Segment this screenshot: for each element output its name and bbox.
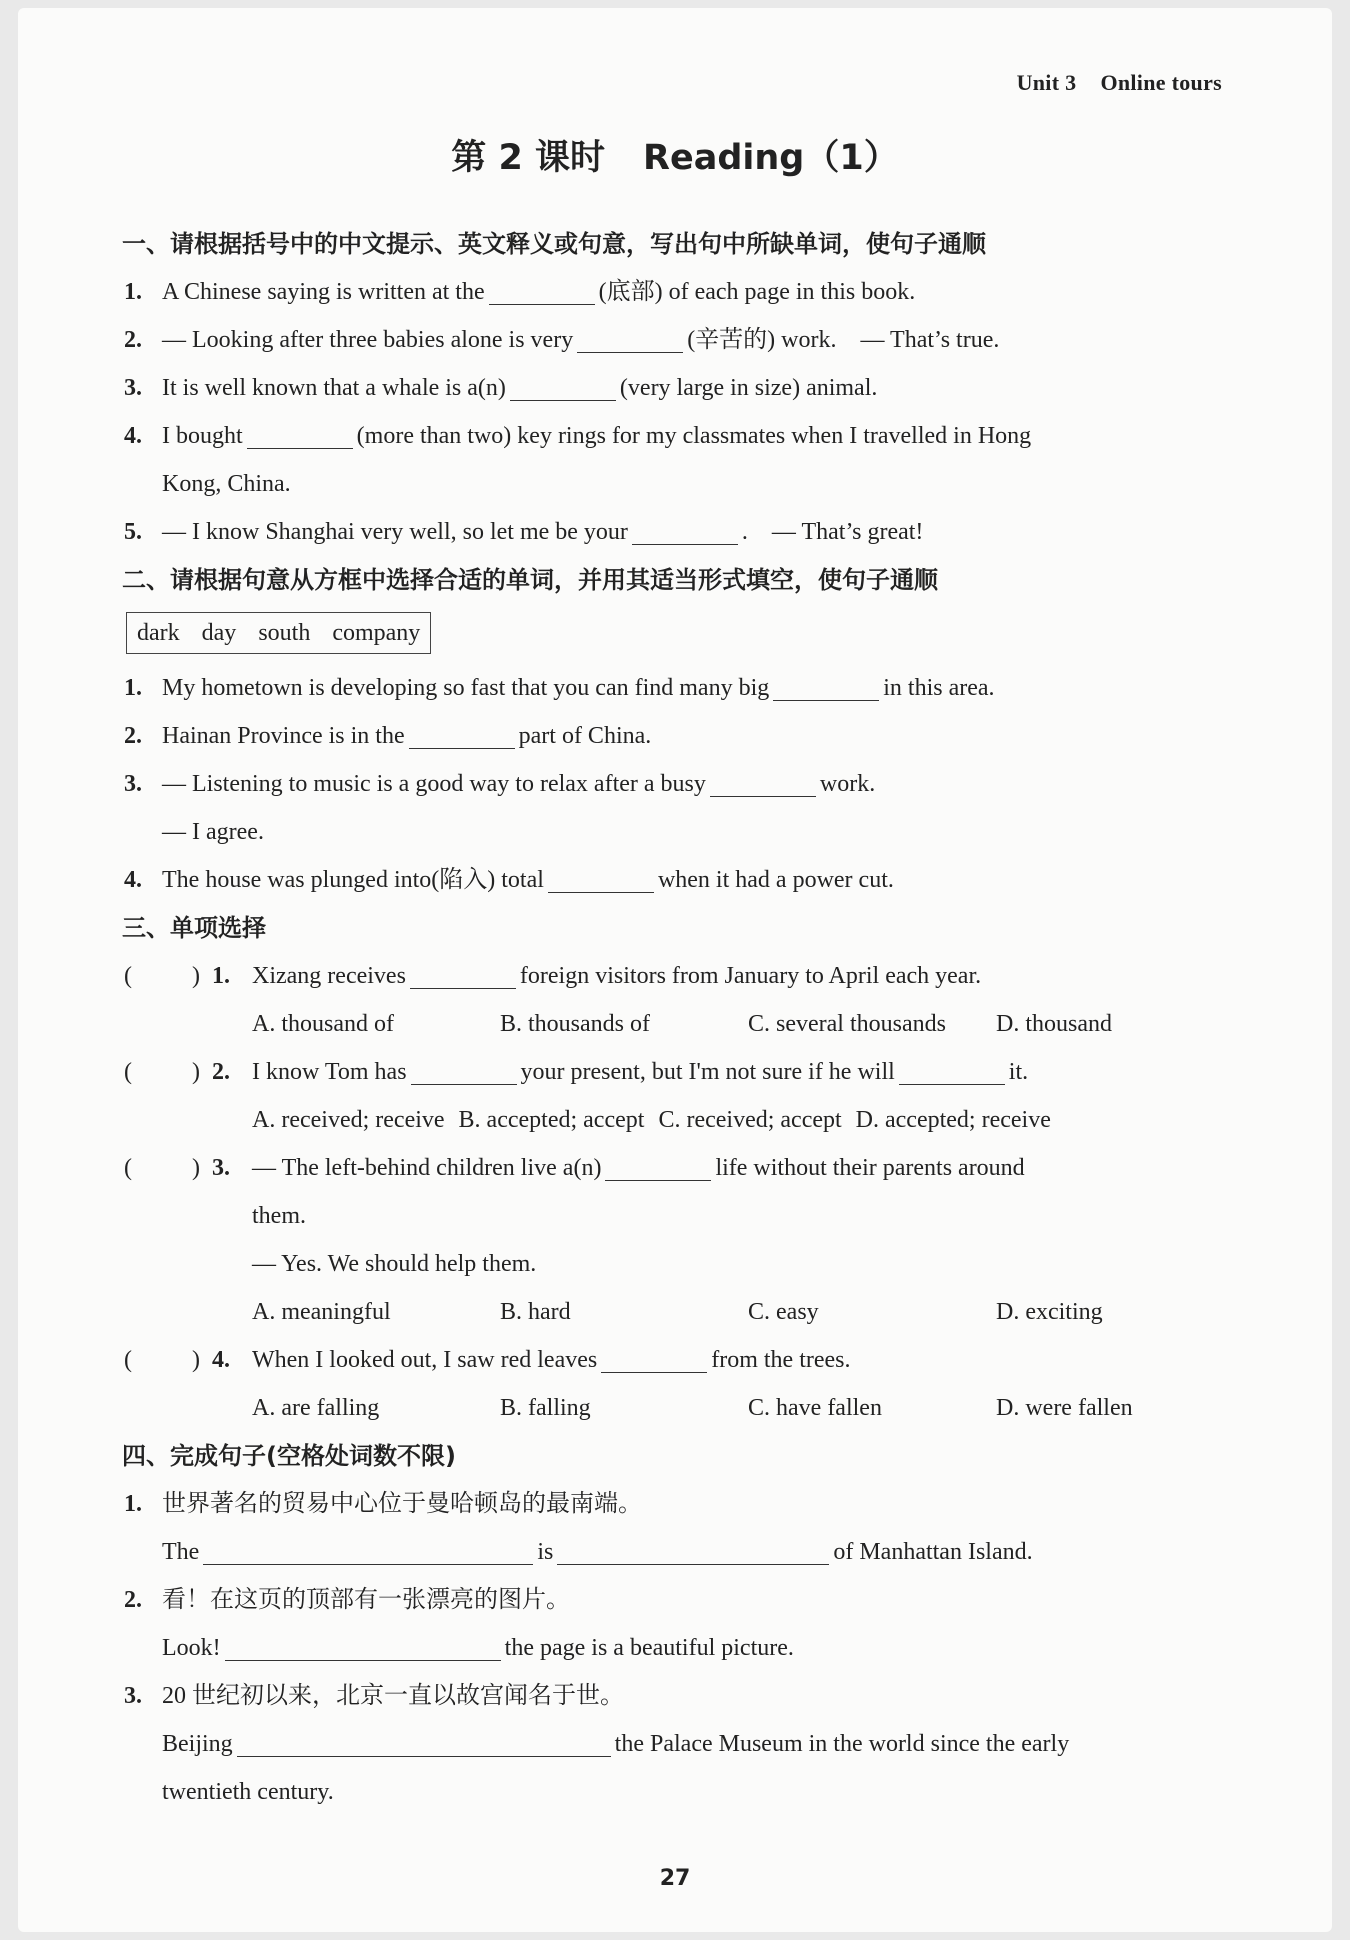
question-number: 4. (124, 867, 142, 893)
unit-topic: Online tours (1100, 70, 1222, 95)
s3-question-3 (124, 1144, 1254, 1192)
answer-blank[interactable] (710, 768, 816, 797)
page-number: 27 (659, 1866, 691, 1891)
question-number: 3. (212, 1155, 230, 1181)
question-number: 4. (124, 423, 142, 449)
s1-question-2 (124, 316, 1254, 364)
question-text: in this area. (883, 675, 995, 701)
question-text: Xizang receives (252, 963, 406, 989)
answer-blank[interactable] (773, 672, 879, 701)
option-b[interactable]: B. thousands of (500, 1011, 650, 1037)
question-number: 4. (212, 1347, 230, 1373)
worksheet-page (18, 8, 1332, 1932)
s1-question-3 (124, 364, 1254, 412)
option-a[interactable]: A. received; receive (252, 1107, 445, 1133)
answer-options (124, 1000, 1254, 1048)
section-3-heading: 三、单项选择 (122, 914, 266, 942)
question-text: from the trees. (711, 1347, 851, 1373)
answer-options (124, 1288, 1254, 1336)
answer-paren-close: ) (192, 963, 200, 989)
section-1-heading: 一、请根据括号中的中文提示、英文释义或句意，写出句中所缺单词，使句子通顺 (122, 230, 986, 258)
answer-blank[interactable] (632, 516, 738, 545)
option-c[interactable]: C. easy (748, 1299, 819, 1325)
answer-blank[interactable] (225, 1632, 501, 1661)
answer-options (124, 1384, 1254, 1432)
question-number: 2. (124, 723, 142, 749)
s1-question-4 (124, 412, 1254, 460)
chinese-prompt: 看！在这页的顶部有一张漂亮的图片。 (162, 1587, 570, 1613)
section-2-heading: 二、请根据句意从方框中选择合适的单词，并用其适当形式填空，使句子通顺 (122, 566, 938, 594)
s2-question-3 (124, 760, 1254, 808)
word-bank-item: day (201, 620, 237, 646)
option-a[interactable]: A. are falling (252, 1395, 380, 1421)
s3-question-2 (124, 1048, 1254, 1096)
question-number: 3. (124, 1683, 142, 1709)
sentence-text: the Palace Museum in the world since the early (614, 1731, 1070, 1757)
lesson-title (18, 130, 1332, 180)
question-text: work. (819, 771, 876, 797)
sentence-text: is (537, 1539, 554, 1565)
option-d[interactable]: D. accepted; receive (855, 1107, 1051, 1133)
sentence-line (124, 1528, 1254, 1576)
section-4-heading: 四、完成句子(空格处词数不限) (122, 1442, 456, 1470)
question-number: 1. (124, 675, 142, 701)
question-text: When I looked out, I saw red leaves (252, 1347, 598, 1373)
answer-paren-open[interactable]: ( (124, 1155, 132, 1181)
question-text: It is well known that a whale is a(n) (162, 375, 506, 401)
question-text: Hainan Province is in the (162, 723, 405, 749)
question-text: part of China. (518, 723, 652, 749)
sentence-text: Beijing (162, 1731, 233, 1757)
question-text: I know Tom has (252, 1059, 407, 1085)
unit-label: Unit 3 (1016, 70, 1077, 95)
answer-options (124, 1096, 1254, 1144)
question-number: 1. (124, 279, 142, 305)
s1-question-5 (124, 508, 1254, 556)
answer-blank[interactable] (247, 420, 353, 449)
lesson-number: 第 2 课时 (451, 138, 606, 178)
option-a[interactable]: A. thousand of (252, 1011, 394, 1037)
option-d[interactable]: D. exciting (996, 1299, 1103, 1325)
question-text: (more than two) key rings for my classmates when I travelled in Hong (356, 423, 1032, 449)
question-text: — I know Shanghai very well, so let me be your (162, 519, 628, 545)
option-c[interactable]: C. have fallen (748, 1395, 882, 1421)
question-text: A Chinese saying is written at the (162, 279, 485, 305)
question-text: it. (1008, 1059, 1029, 1085)
option-a[interactable]: A. meaningful (252, 1299, 391, 1325)
question-number: 3. (124, 771, 142, 797)
question-number: 1. (212, 963, 230, 989)
question-text: The house was plunged into(陷入) total (162, 867, 544, 893)
option-d[interactable]: D. thousand (996, 1011, 1112, 1037)
question-text: . — That’s great! (741, 519, 924, 545)
question-text: — Listening to music is a good way to relax after a busy (162, 771, 706, 797)
question-continuation: — Yes. We should help them. (252, 1251, 537, 1277)
option-c[interactable]: C. several thousands (748, 1011, 946, 1037)
answer-paren-close: ) (192, 1059, 200, 1085)
question-text: (底部) of each page in this book. (598, 279, 916, 305)
word-bank (126, 612, 431, 654)
answer-blank[interactable] (489, 276, 595, 305)
sentence-text: Look! (162, 1635, 221, 1661)
option-c[interactable]: C. received; accept (658, 1107, 842, 1133)
answer-blank[interactable] (203, 1536, 533, 1565)
sentence-line (124, 1720, 1254, 1768)
option-b[interactable]: B. hard (500, 1299, 571, 1325)
s4-question-3 (124, 1672, 1254, 1720)
question-text: My hometown is developing so fast that you can find many big (162, 675, 770, 701)
s3-question-1 (124, 952, 1254, 1000)
exercise-content (124, 220, 1254, 1816)
answer-blank (605, 1152, 711, 1181)
s4-question-1 (124, 1480, 1254, 1528)
word-bank-item: company (332, 620, 421, 646)
question-text: your present, but I'm not sure if he will (520, 1059, 895, 1085)
question-continuation: Kong, China. (162, 471, 291, 497)
question-number: 2. (124, 327, 142, 353)
answer-blank[interactable] (548, 864, 654, 893)
word-bank-item: south (258, 620, 311, 646)
s2-question-4 (124, 856, 1254, 904)
answer-blank[interactable] (577, 324, 683, 353)
s2-question-2 (124, 712, 1254, 760)
answer-blank[interactable] (510, 372, 616, 401)
question-number: 5. (124, 519, 142, 545)
answer-blank (411, 1056, 517, 1085)
sentence-line (124, 1624, 1254, 1672)
question-number: 1. (124, 1491, 142, 1517)
word-bank-item: dark (137, 620, 180, 646)
question-number: 2. (212, 1059, 230, 1085)
answer-paren-open[interactable]: ( (124, 1347, 132, 1373)
answer-blank (899, 1056, 1005, 1085)
question-text: foreign visitors from January to April each year. (519, 963, 982, 989)
question-text: (辛苦的) work. — That’s true. (687, 327, 1000, 353)
question-continuation: them. (252, 1203, 306, 1229)
answer-paren-open[interactable]: ( (124, 963, 132, 989)
option-d[interactable]: D. were fallen (996, 1395, 1133, 1421)
question-text: — Looking after three babies alone is very (162, 327, 574, 353)
option-b[interactable]: B. accepted; accept (458, 1107, 645, 1133)
chinese-prompt: 20 世纪初以来，北京一直以故宫闻名于世。 (162, 1683, 624, 1709)
sentence-text: the page is a beautiful picture. (504, 1635, 794, 1661)
question-text: life without their parents around (715, 1155, 1025, 1181)
answer-paren-open[interactable]: ( (124, 1059, 132, 1085)
answer-paren-close: ) (192, 1155, 200, 1181)
answer-blank[interactable] (409, 720, 515, 749)
question-text: (very large in size) animal. (619, 375, 878, 401)
s4-question-2 (124, 1576, 1254, 1624)
s3-question-4 (124, 1336, 1254, 1384)
question-text: — The left-behind children live a(n) (252, 1155, 602, 1181)
sentence-text: of Manhattan Island. (833, 1539, 1033, 1565)
question-text: when it had a power cut. (657, 867, 894, 893)
question-number: 3. (124, 375, 142, 401)
answer-blank (601, 1344, 707, 1373)
question-continuation: twentieth century. (162, 1779, 334, 1805)
s2-question-1 (124, 664, 1254, 712)
option-b[interactable]: B. falling (500, 1395, 591, 1421)
question-text: I bought (162, 423, 243, 449)
lesson-name: Reading（1） (643, 138, 899, 178)
s1-question-1 (124, 268, 1254, 316)
running-header (1017, 70, 1222, 96)
sentence-text: The (162, 1539, 200, 1565)
question-continuation: — I agree. (162, 819, 264, 845)
chinese-prompt: 世界著名的贸易中心位于曼哈顿岛的最南端。 (162, 1491, 642, 1517)
answer-blank[interactable] (557, 1536, 829, 1565)
question-number: 2. (124, 1587, 142, 1613)
answer-paren-close: ) (192, 1347, 200, 1373)
answer-blank (410, 960, 516, 989)
answer-blank[interactable] (237, 1728, 611, 1757)
